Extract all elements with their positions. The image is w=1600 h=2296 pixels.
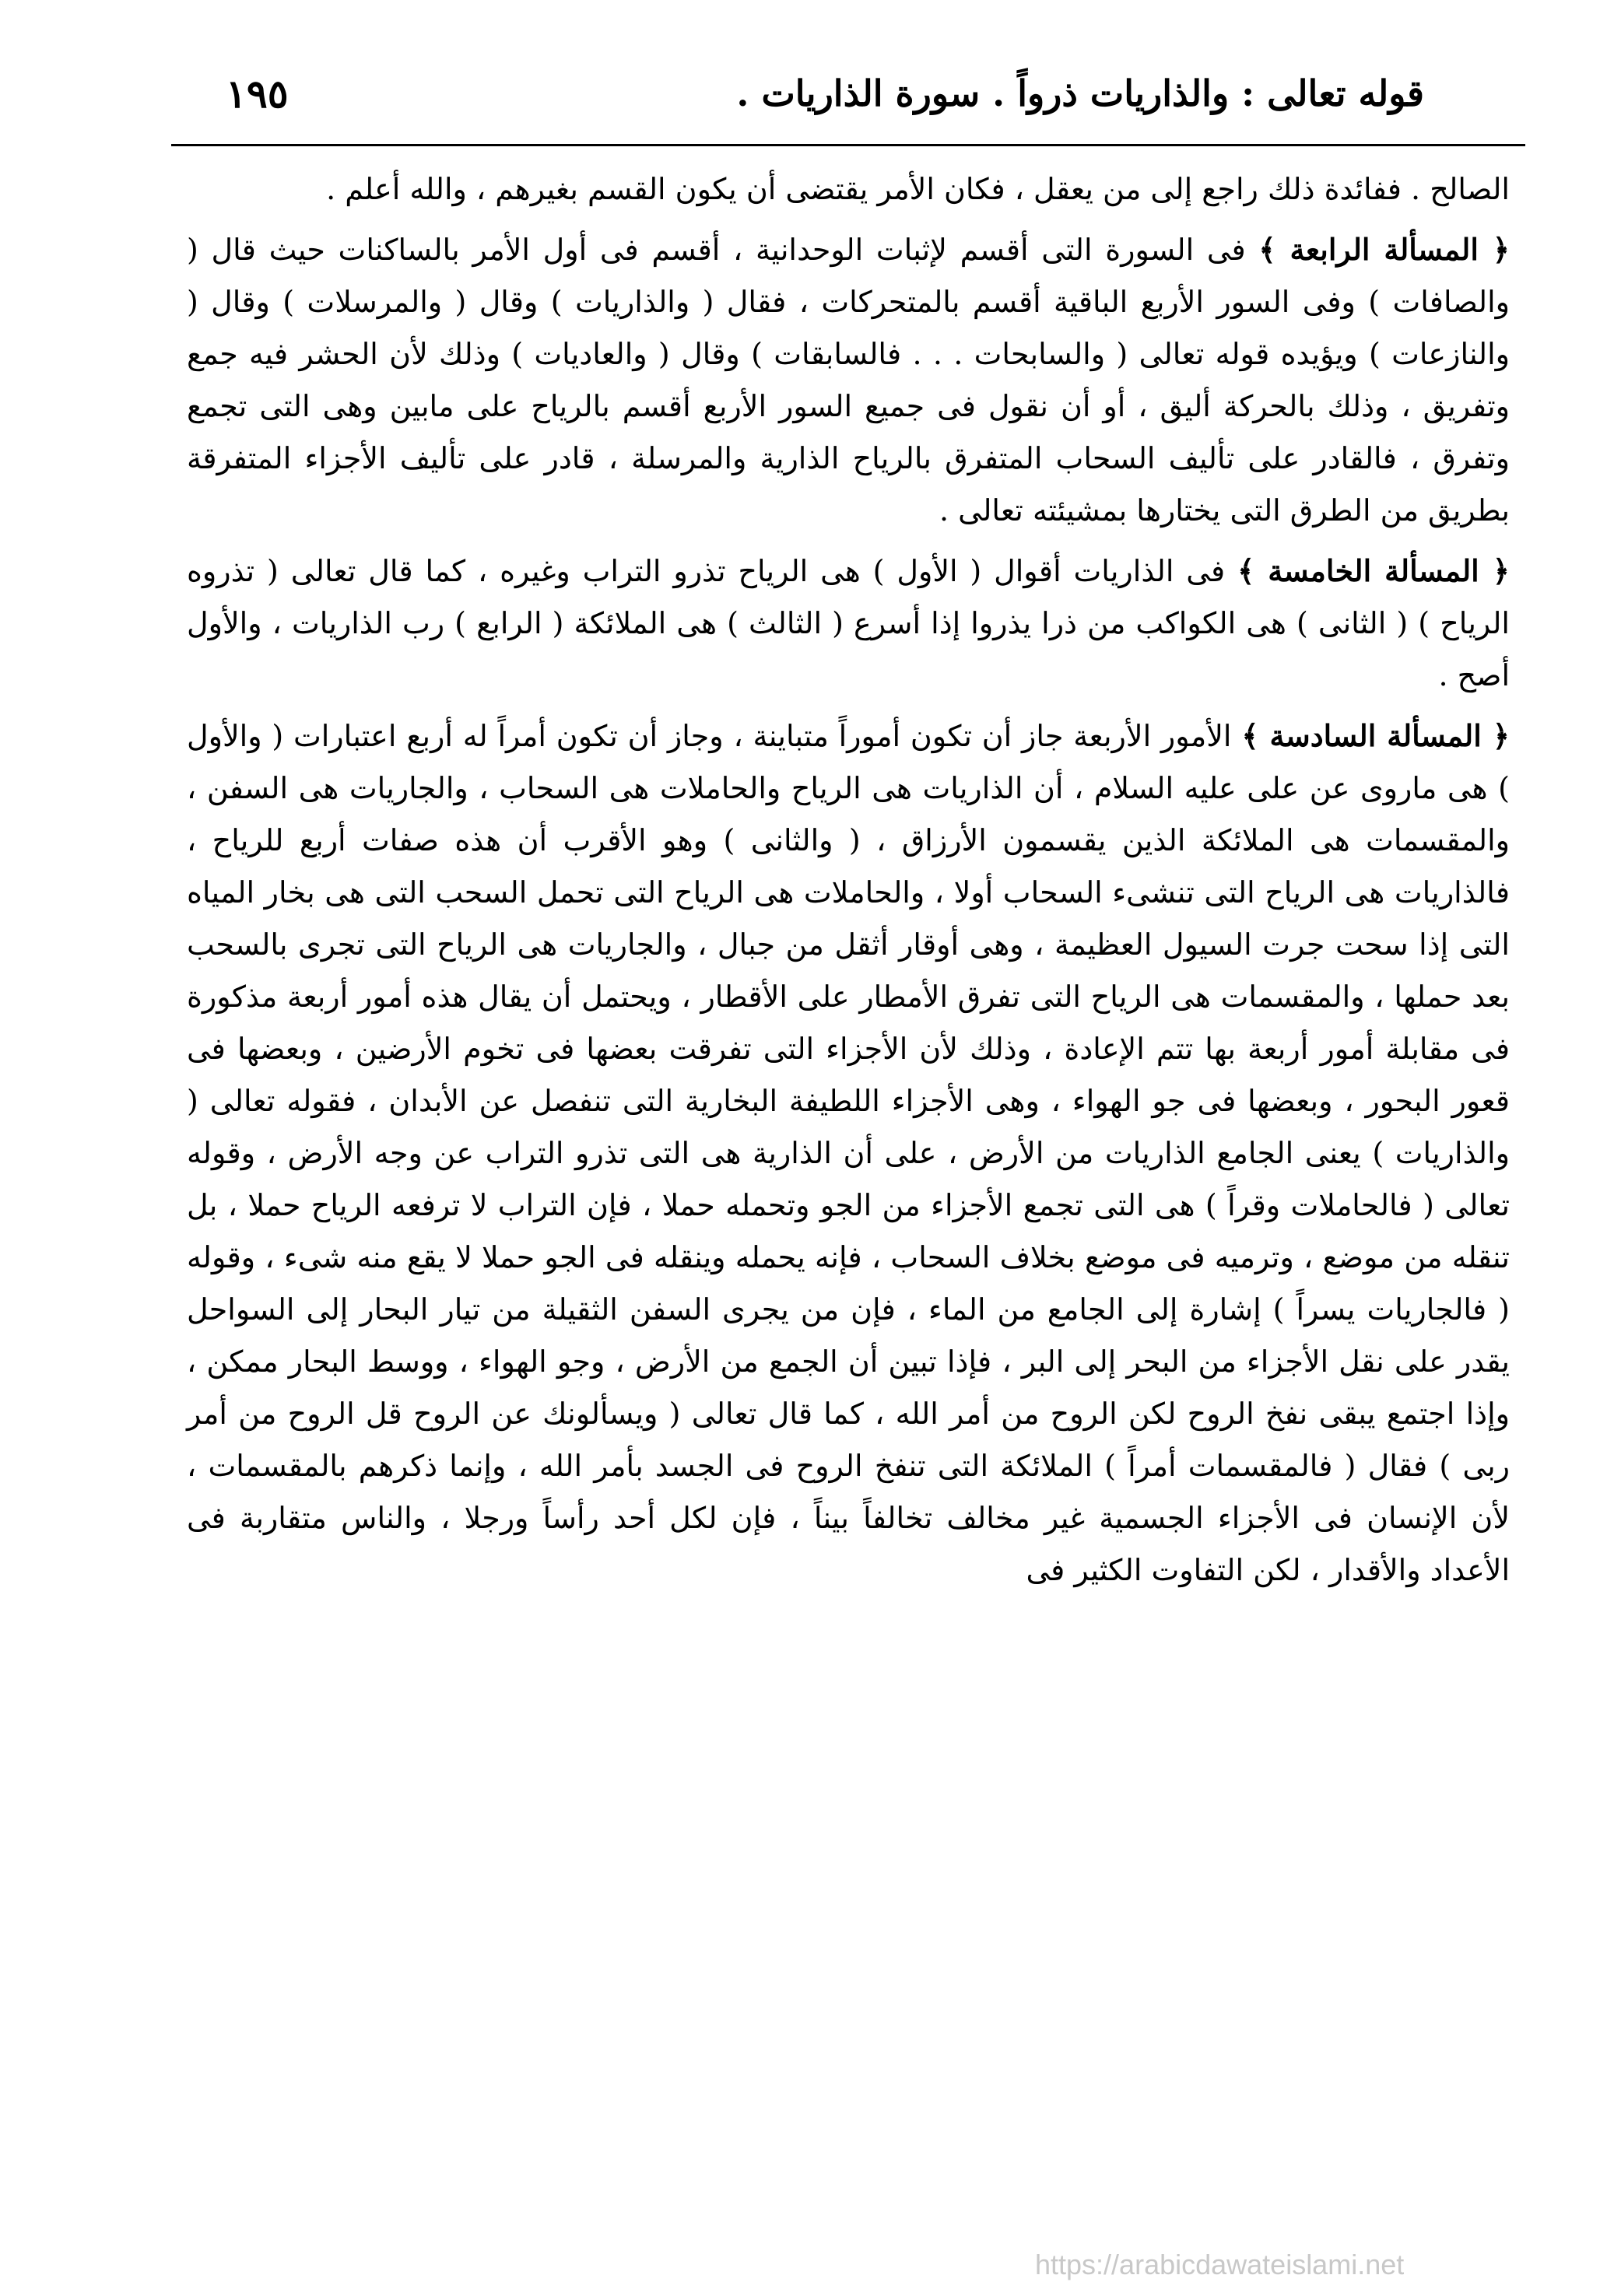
paragraph [187, 710, 1510, 1597]
running-title: قوله تعالى : والذاريات ذرواً . سورة الذاريات . [736, 72, 1424, 114]
section-heading: ﴿ المسألة الرابعة ﴾ [1258, 232, 1510, 267]
body-text [187, 163, 1510, 1604]
paragraph-text: فى السورة التى أقسم لإثبات الوحدانية ، أقسم فى أول الأمر بالساكنات حيث قال ( والصافات ) وفى السور الأربع الباقية أقسم بالمتحركات ، فقال ( والذاريات ) وقال ( والمرسلات ) وقال ( والنازعات ) ويؤيده قوله تعالى ( والسابحات . . . فالسابقات ) وقال ( والعاديات ) وذلك لأن الحشر فيه جمع وتفريق ، وذلك بالحركة أليق ، أو أن نقول فى جميع السور الأربع أقسم بالرياح على مابين وهى التى تجمع وتفرق ، فالقادر على تأليف السحاب المتفرق بالرياح الذارية والمرسلة ، قادر على تأليف الأجزاء المتفرقة بطريق من الطرق التى يختارها بمشيئته تعالى . [187, 233, 1510, 528]
header-divider [171, 144, 1525, 146]
page-header [171, 66, 1494, 136]
section-heading: ﴿ المسألة السادسة ﴾ [1241, 718, 1510, 753]
section-heading: ﴿ المسألة الخامسة ﴾ [1237, 553, 1510, 588]
paragraph-text: فى الذاريات أقوال ( الأول ) هى الرياح تذرو التراب وغيره ، كما قال تعالى ( تذروه الرياح ) ( الثانى ) هى الكواكب من ذرا يذروا إذا أسرع ( الثالث ) هى الملائكة ( الرابع ) رب الذاريات ، والأول أصح . [187, 554, 1510, 692]
page-number: ١٩٥ [226, 71, 289, 117]
watermark-url: https://arabicdawateislami.net [1035, 2249, 1405, 2280]
paragraph-text: الأمور الأربعة جاز أن تكون أموراً متباينة ، وجاز أن تكون أمراً له أربع اعتبارات ( والأول ) هى ماروى عن على عليه السلام ، أن الذاريات هى الرياح والحاملات هى السحاب ، والجاريات هى السفن ، والمقسمات هى الملائكة الذين يقسمون الأرزاق ، ( والثانى ) وهو الأقرب أن هذه صفات أربع للرياح ، فالذاريات هى الرياح التى تنشىء السحاب أولا ، والحاملات هى الرياح التى تحمل السحب التى هى بخار المياه التى إذا سحت جرت السيول العظيمة ، وهى أوقار أثقل من جبال ، والجاريات هى الرياح التى تجرى بالسحب بعد حملها ، والمقسمات هى الرياح التى تفرق الأمطار على الأقطار ، ويحتمل أن يقال هذه أمور أربعة مذكورة فى مقابلة أمور أربعة بها تتم الإعادة ، وذلك لأن الأجزاء التى تفرقت بعضها فى تخوم الأرضين ، وبعضها فى قعور البحور ، وبعضها فى جو الهواء ، وهى الأجزاء اللطيفة البخارية التى تنفصل عن الأبدان ، فقوله تعالى ( والذاريات ) يعنى الجامع الذاريات من الأرض ، على أن الذارية هى التى تذرو التراب عن وجه الأرض ، وقوله تعالى ( فالحاملات وقراً ) هى التى تجمع الأجزاء من الجو وتحمله حملا ، فإن التراب لا ترفعه الرياح حملا ، بل تنقله من موضع ، وترميه فى موضع بخلاف السحاب ، فإنه يحمله وينقله فى الجو حملا لا يقع منه شىء ، وقوله ( فالجاريات يسراً ) إشارة إلى الجامع من الماء ، فإن من يجرى السفن الثقيلة من تيار البحار إلى السواحل يقدر على نقل الأجزاء من البحر إلى البر ، فإذا تبين أن الجمع من الأرض ، وجو الهواء ، ووسط البحار ممكن ، وإذا اجتمع يبقى نفخ الروح لكن الروح من أمر الله ، كما قال تعالى ( ويسألونك عن الروح قل الروح من أمر ربى ) فقال ( فالمقسمات أمراً ) الملائكة التى تنفخ الروح فى الجسد بأمر الله ، وإنما ذكرهم بالمقسمات ، لأن الإنسان فى الأجزاء الجسمية غير مخالف تخالفاً بيناً ، فإن لكل أحد رأساً ورجلا ، والناس متقاربة فى الأعداد والأقدار ، لكن التفاوت الكثير فى [187, 719, 1510, 1587]
paragraph-text: الصالح . ففائدة ذلك راجع إلى من يعقل ، فكان الأمر يقتضى أن يكون القسم بغيرهم ، والله أعلم . [326, 172, 1510, 206]
paragraph [187, 545, 1510, 702]
paragraph [187, 163, 1510, 216]
paragraph [187, 223, 1510, 537]
